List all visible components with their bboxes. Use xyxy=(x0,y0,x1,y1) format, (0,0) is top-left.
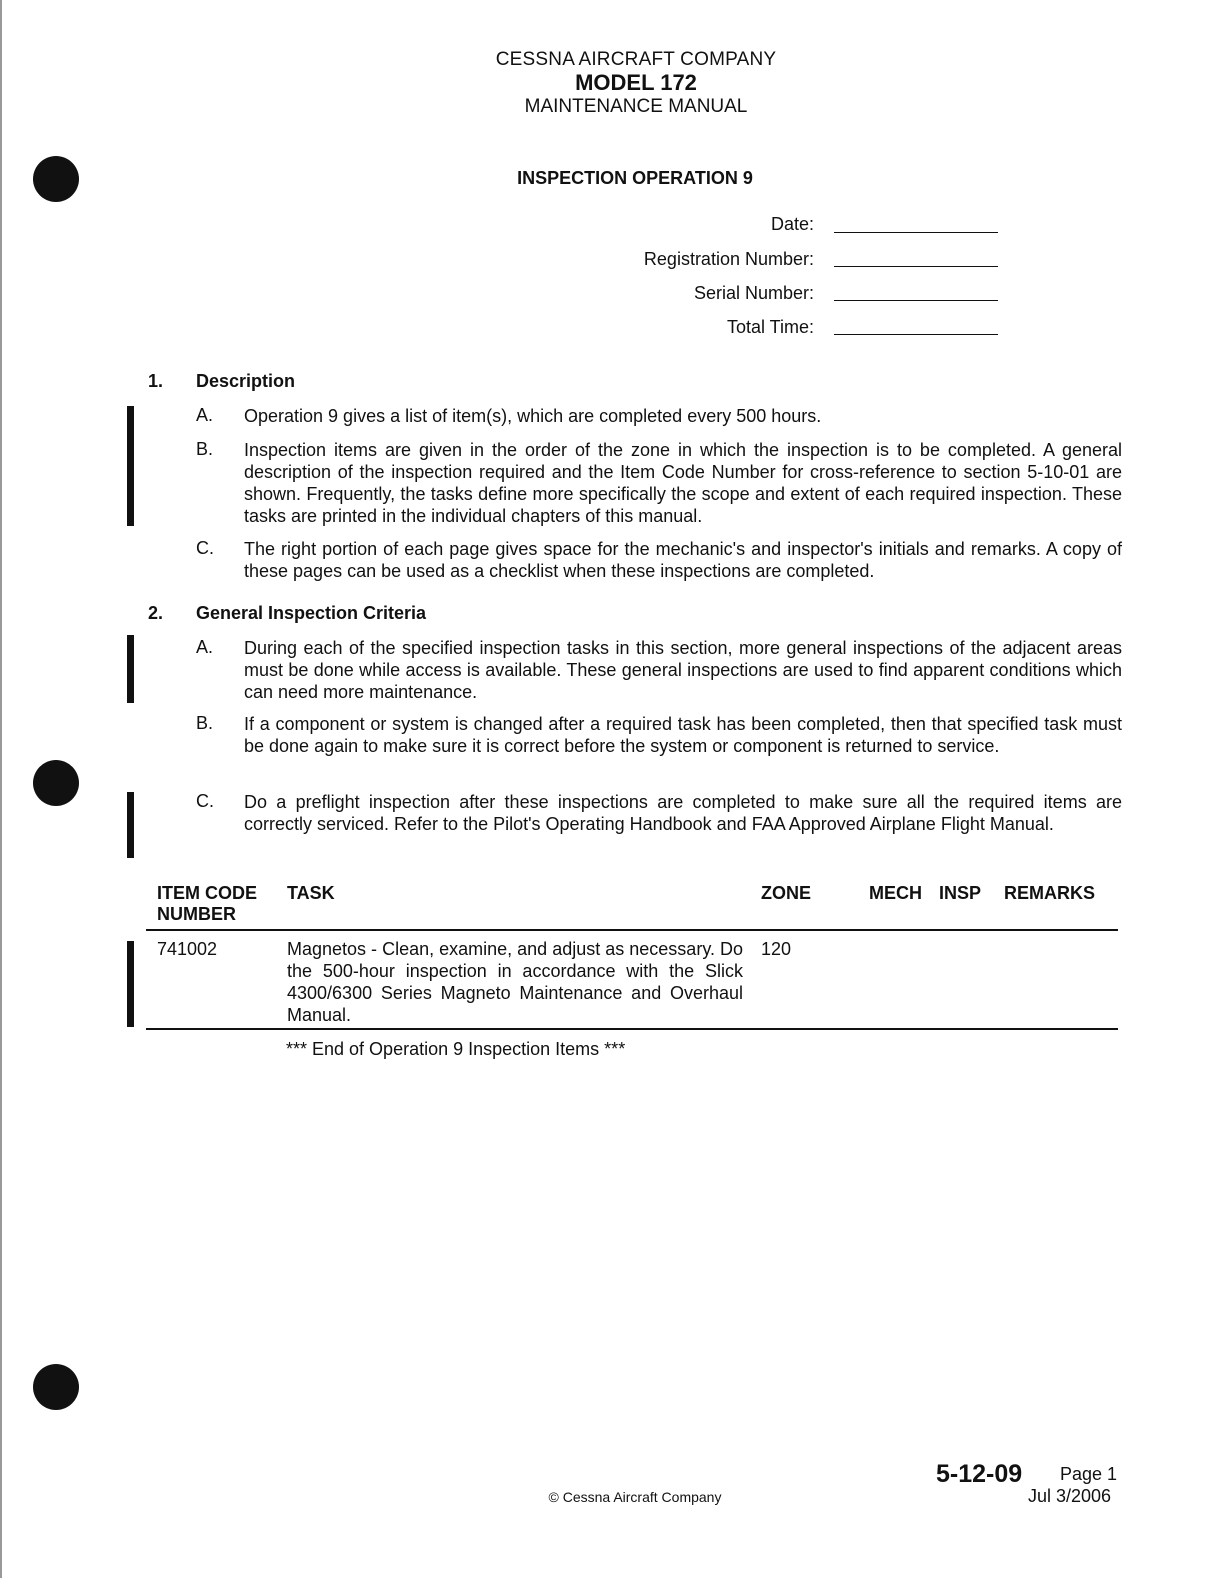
row-task: Magnetos - Clean, examine, and adjust as necessary. Do the 500-hour inspection in accordance with the Slick 4300/6300 Series Magneto Maintenance and Overhaul Manual. xyxy=(287,939,743,1025)
end-note: *** End of Operation 9 Inspection Items *** xyxy=(286,1039,626,1059)
section-1-item-b-letter: B. xyxy=(196,439,214,459)
serial-blank xyxy=(834,300,998,301)
date-blank xyxy=(834,232,998,233)
col-header-item-code xyxy=(157,883,257,925)
col-header-insp: INSP xyxy=(939,883,982,903)
section-2-title: General Inspection Criteria xyxy=(196,603,427,623)
section-2-item-b-text: If a component or system is changed after a required task has been completed, then that specified task must be done again to make sure it is correct before the system or component is returned to service. xyxy=(244,714,1122,756)
col-header-item-code-line2: NUMBER xyxy=(157,904,236,924)
col-header-mech: MECH xyxy=(869,883,922,903)
section-1-item-a-text: Operation 9 gives a list of item(s), which are completed every 500 hours. xyxy=(244,406,822,426)
col-header-item-code-line1: ITEM CODE xyxy=(157,883,258,903)
revision-date: Jul 3/2006 xyxy=(1028,1486,1112,1506)
table-header-rule xyxy=(146,929,1118,931)
section-2-item-a-letter: A. xyxy=(196,637,214,657)
binder-hole-bottom xyxy=(33,1364,79,1410)
section-1-number: 1. xyxy=(148,371,164,391)
registration-blank xyxy=(834,266,998,267)
section-1-item-c-letter: C. xyxy=(196,538,214,558)
row-zone: 120 xyxy=(761,939,792,959)
row-item-code: 741002 xyxy=(157,939,218,959)
section-1-item-c-text: The right portion of each page gives space for the mechanic's and inspector's initials and remarks. A copy of these pages can be used as a checklist when these inspections are completed. xyxy=(244,539,1122,581)
section-2-number: 2. xyxy=(148,603,164,623)
change-bar xyxy=(127,635,134,703)
change-bar xyxy=(127,941,134,1027)
company-name: CESSNA AIRCRAFT COMPANY xyxy=(495,49,777,70)
col-header-task: TASK xyxy=(287,883,335,903)
section-2-item-a-text: During each of the specified inspection tasks in this section, more general inspections of the adjacent areas must be done while access is available. These general inspections are used to find apparent conditions which can need more maintenance. xyxy=(244,638,1122,702)
copyright: © Cessna Aircraft Company xyxy=(548,1489,722,1505)
serial-label: Serial Number: xyxy=(693,283,814,303)
operation-title: INSPECTION OPERATION 9 xyxy=(517,168,753,188)
registration-label: Registration Number: xyxy=(643,249,814,269)
date-label: Date: xyxy=(770,214,814,234)
page-number: Page 1 xyxy=(1060,1464,1118,1484)
change-bar xyxy=(127,406,134,526)
section-2-item-c-letter: C. xyxy=(196,791,214,811)
section-1-item-a-letter: A. xyxy=(196,405,214,425)
total-time-blank xyxy=(834,334,998,335)
model-title: MODEL 172 xyxy=(575,70,697,95)
col-header-remarks: REMARKS xyxy=(1004,883,1096,903)
section-2-item-c-text: Do a preflight inspection after these inspections are completed to make sure all the required items are correctly serviced. Refer to the Pilot's Operating Handbook and FAA Approved Airplane Flight Manual. xyxy=(244,792,1122,834)
col-header-zone: ZONE xyxy=(761,883,812,903)
section-1-title: Description xyxy=(196,371,296,391)
section-1-item-b-text: Inspection items are given in the order of the zone in which the inspection is to be completed. A general description of the inspection required and the Item Code Number for cross-reference to section 5-10-01 are shown. Frequently, the tasks define more specifically the scope and extent of each required inspection. These tasks are printed in the individual chapters of this manual. xyxy=(244,440,1122,526)
change-bar xyxy=(127,792,134,858)
page-id: 5-12-09 xyxy=(936,1460,1023,1488)
table-bottom-rule xyxy=(146,1028,1118,1030)
total-time-label: Total Time: xyxy=(726,317,814,337)
page-edge xyxy=(0,0,2,1578)
section-2-item-b-letter: B. xyxy=(196,713,214,733)
manual-title: MAINTENANCE MANUAL xyxy=(524,96,748,117)
binder-hole-middle xyxy=(33,760,79,806)
